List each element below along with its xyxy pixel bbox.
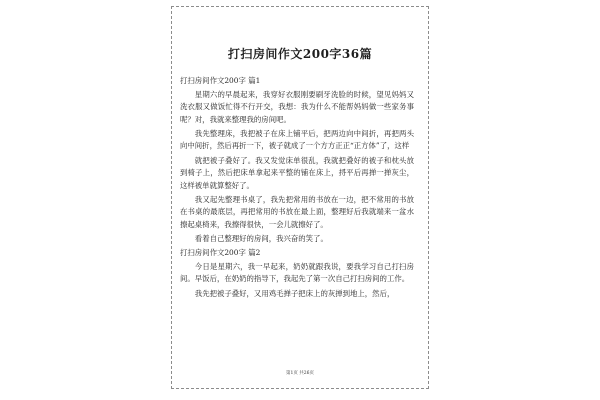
paragraph: 我先把被子叠好，又用鸡毛掸子把床上的灰掸到地上，然后， bbox=[194, 288, 395, 298]
document-title: 打扫房间作文200字36篇 bbox=[227, 47, 373, 61]
paragraph: 就把被子叠好了。我又发觉床单很乱，我就把叠好的被子和枕头放到椅子上，然后把床单拿起来平整的铺在床上，捋平后再掸一掸灰尘，这样被单就算整好了。 bbox=[180, 155, 414, 190]
paragraph: 我又起先整理书桌了，我先把常用的书放在一边，把不常用的书放在书桌的最底层，再把常用的书放在最上面，整理好后我就端来一盆水擦起桌椅来，我擦得很快，一会儿就擦好了。 bbox=[180, 194, 414, 230]
section-heading-2: 打扫房间作文200字 篇2 bbox=[180, 248, 261, 258]
document-body bbox=[180, 75, 414, 302]
paragraph: 我先整理床，我把被子在床上铺平后，把两边向中间折，再把两头向中间折，然后再折一下，被子就成了一个方方正正“正方体”了，这样 bbox=[180, 128, 414, 151]
paragraph: 今日是星期六，我一早起来，奶奶就跟我说，要我学习自己打扫房间。早饭后，在奶奶的指导下，我起先了第一次自己打扫房间的工作。 bbox=[180, 261, 414, 284]
paragraph: 星期六的早晨起来，我穿好衣服刚要刷牙洗脸的时候，望见妈妈又洗衣服又做饭忙得不行开交，我想：我为什么不能帮妈妈做一些家务事呢？对，我就来整理我的房间吧。 bbox=[180, 89, 414, 124]
document-page bbox=[171, 6, 429, 389]
page-number-footer: 第1页 共26页 bbox=[285, 371, 315, 376]
section-heading-1: 打扫房间作文200字 篇1 bbox=[180, 76, 261, 85]
paragraph: 看着自己整理好的房间，我兴奋的笑了。 bbox=[194, 234, 328, 244]
